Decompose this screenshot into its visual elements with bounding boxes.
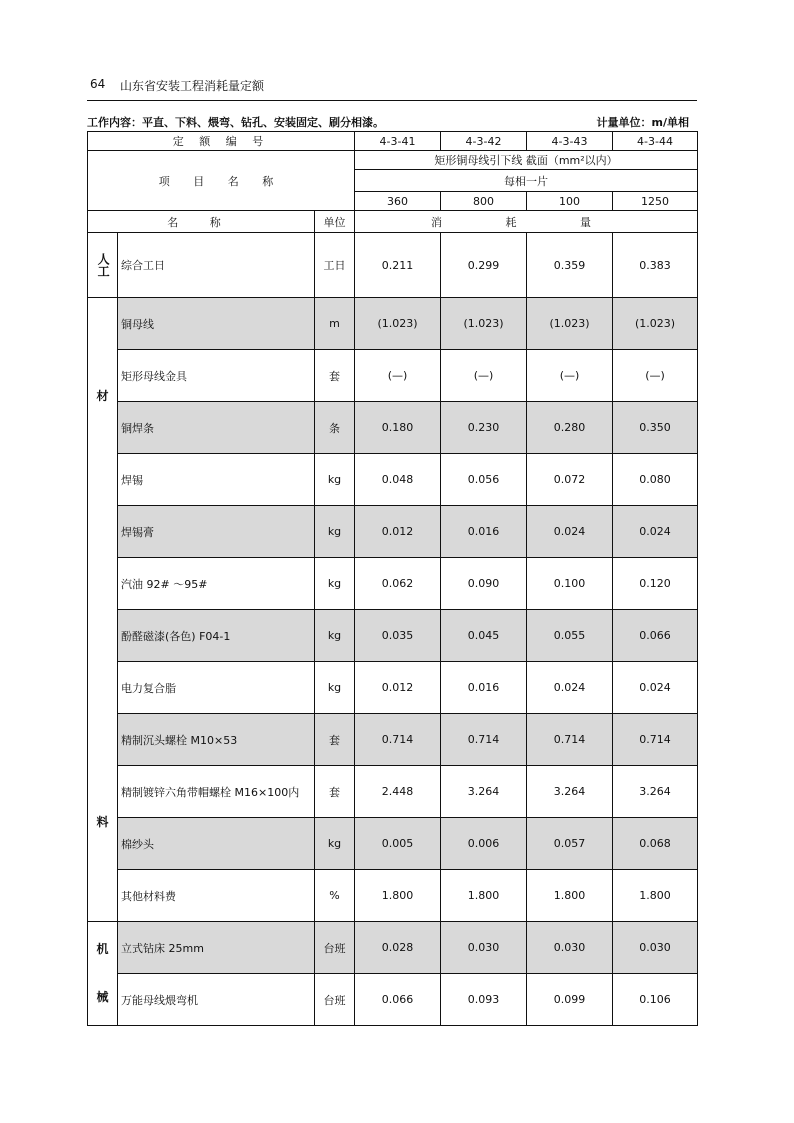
value-cell: 0.055 <box>527 610 613 662</box>
value-cell: 0.080 <box>613 454 698 506</box>
value-cell: 0.120 <box>613 558 698 610</box>
item-unit: 台班 <box>315 922 355 974</box>
value-cell: 1.800 <box>441 870 527 922</box>
value-cell: 0.093 <box>441 974 527 1026</box>
consumption-label: 消 耗 量 <box>355 211 698 233</box>
table-row <box>88 610 698 662</box>
value-cell: 0.057 <box>527 818 613 870</box>
table-row <box>88 558 698 610</box>
item-name: 铜焊条 <box>118 402 315 454</box>
value-cell: (1.023) <box>441 298 527 350</box>
value-cell: 0.030 <box>441 922 527 974</box>
value-cell: 0.359 <box>527 233 613 298</box>
value-cell: 0.068 <box>613 818 698 870</box>
unit-label: 单位 <box>315 211 355 233</box>
value-cell: 0.100 <box>527 558 613 610</box>
value-cell: 0.005 <box>355 818 441 870</box>
item-unit: kg <box>315 610 355 662</box>
item-name: 立式钻床 25mm <box>118 922 315 974</box>
value-cell: (—) <box>355 350 441 402</box>
value-cell: 0.056 <box>441 454 527 506</box>
item-unit: kg <box>315 454 355 506</box>
work-content: 工作内容：平直、下料、煨弯、钻孔、安装固定、刷分相漆。 <box>87 116 384 129</box>
value-cell: 0.714 <box>527 714 613 766</box>
value-cell: 0.066 <box>613 610 698 662</box>
value-cell: 1.800 <box>527 870 613 922</box>
value-cell: 0.350 <box>613 402 698 454</box>
item-unit: 套 <box>315 714 355 766</box>
value-cell: 0.045 <box>441 610 527 662</box>
value-cell: 0.072 <box>527 454 613 506</box>
item-name: 酚醛磁漆(各色) F04-1 <box>118 610 315 662</box>
size-cell: 1250 <box>613 192 698 211</box>
subgroup-title: 每相一片 <box>355 170 698 192</box>
item-unit: % <box>315 870 355 922</box>
table-row <box>88 506 698 558</box>
code-cell: 4-3-42 <box>441 132 527 151</box>
value-cell: 3.264 <box>527 766 613 818</box>
value-cell: (1.023) <box>527 298 613 350</box>
value-cell: 0.024 <box>527 506 613 558</box>
size-cell: 360 <box>355 192 441 211</box>
value-cell: 0.024 <box>613 662 698 714</box>
value-cell: 0.211 <box>355 233 441 298</box>
quota-table <box>87 131 698 1026</box>
name-label: 名 称 <box>88 211 315 233</box>
item-name: 汽油 92# ～95# <box>118 558 315 610</box>
value-cell: 0.383 <box>613 233 698 298</box>
item-unit: 工日 <box>315 233 355 298</box>
value-cell: 0.230 <box>441 402 527 454</box>
value-cell: 0.106 <box>613 974 698 1026</box>
value-cell: 0.299 <box>441 233 527 298</box>
item-unit: kg <box>315 818 355 870</box>
value-cell: 0.024 <box>527 662 613 714</box>
item-unit: 条 <box>315 402 355 454</box>
value-cell: 0.016 <box>441 662 527 714</box>
value-cell: (—) <box>613 350 698 402</box>
code-row <box>88 132 698 151</box>
value-cell: 0.016 <box>441 506 527 558</box>
item-name: 铜母线 <box>118 298 315 350</box>
value-cell: 0.714 <box>441 714 527 766</box>
table-row <box>88 714 698 766</box>
item-name: 矩形母线金具 <box>118 350 315 402</box>
item-label: 项 目 名 称 <box>88 151 355 211</box>
item-name: 精制镀锌六角带帽螺栓 M16×100内 <box>118 766 315 818</box>
value-cell: 0.035 <box>355 610 441 662</box>
value-cell: 0.062 <box>355 558 441 610</box>
code-cell: 4-3-44 <box>613 132 698 151</box>
column-header-row <box>88 211 698 233</box>
value-cell: 0.012 <box>355 506 441 558</box>
value-cell: 1.800 <box>355 870 441 922</box>
item-unit: 台班 <box>315 974 355 1026</box>
value-cell: 0.180 <box>355 402 441 454</box>
value-cell: 0.280 <box>527 402 613 454</box>
value-cell: 0.048 <box>355 454 441 506</box>
table-row <box>88 350 698 402</box>
value-cell: (—) <box>527 350 613 402</box>
item-name: 电力复合脂 <box>118 662 315 714</box>
value-cell: 0.714 <box>355 714 441 766</box>
value-cell: 0.024 <box>613 506 698 558</box>
page-number: 64 <box>90 77 106 91</box>
item-unit: kg <box>315 662 355 714</box>
value-cell: (1.023) <box>355 298 441 350</box>
value-cell: (1.023) <box>613 298 698 350</box>
category-machine <box>88 922 118 1026</box>
value-cell: 0.006 <box>441 818 527 870</box>
value-cell: 0.099 <box>527 974 613 1026</box>
book-title: 山东省安装工程消耗量定额 <box>120 79 265 93</box>
category-material-bottom: 料 <box>96 815 109 830</box>
table-row <box>88 298 698 350</box>
item-unit: kg <box>315 506 355 558</box>
size-cell: 800 <box>441 192 527 211</box>
item-unit: 套 <box>315 350 355 402</box>
item-name: 焊锡膏 <box>118 506 315 558</box>
item-unit: 套 <box>315 766 355 818</box>
table-row <box>88 974 698 1026</box>
category-machine-top: 机 <box>96 941 109 956</box>
value-cell: 0.030 <box>613 922 698 974</box>
value-cell: 0.090 <box>441 558 527 610</box>
value-cell: 0.012 <box>355 662 441 714</box>
table-row <box>88 454 698 506</box>
category-material <box>88 298 118 922</box>
table-row <box>88 766 698 818</box>
code-label: 定 额 编 号 <box>88 132 355 151</box>
category-machine-bottom: 械 <box>96 990 109 1005</box>
item-name: 焊锡 <box>118 454 315 506</box>
size-cell: 100 <box>527 192 613 211</box>
item-unit: m <box>315 298 355 350</box>
item-unit: kg <box>315 558 355 610</box>
table-row <box>88 922 698 974</box>
unit-of-measure: 计量单位：m/单相 <box>596 116 689 129</box>
category-labor: 人工 <box>88 233 118 298</box>
value-cell: 1.800 <box>613 870 698 922</box>
value-cell: 3.264 <box>441 766 527 818</box>
work-content-line <box>87 112 697 130</box>
code-cell: 4-3-43 <box>527 132 613 151</box>
item-name: 精制沉头螺栓 M10×53 <box>118 714 315 766</box>
value-cell: 0.030 <box>527 922 613 974</box>
table-row <box>88 402 698 454</box>
value-cell: 2.448 <box>355 766 441 818</box>
category-material-top: 材 <box>96 388 109 403</box>
code-cell: 4-3-41 <box>355 132 441 151</box>
item-name: 棉纱头 <box>118 818 315 870</box>
item-name: 综合工日 <box>118 233 315 298</box>
table-row <box>88 233 698 298</box>
page-header <box>87 72 697 101</box>
table-row <box>88 818 698 870</box>
group-row <box>88 151 698 170</box>
value-cell: 0.066 <box>355 974 441 1026</box>
value-cell: 0.028 <box>355 922 441 974</box>
value-cell: (—) <box>441 350 527 402</box>
value-cell: 0.714 <box>613 714 698 766</box>
table-row <box>88 870 698 922</box>
table-row <box>88 662 698 714</box>
item-name: 其他材料费 <box>118 870 315 922</box>
value-cell: 3.264 <box>613 766 698 818</box>
item-name: 万能母线煨弯机 <box>118 974 315 1026</box>
group-title: 矩形铜母线引下线 截面（mm²以内） <box>355 151 698 170</box>
